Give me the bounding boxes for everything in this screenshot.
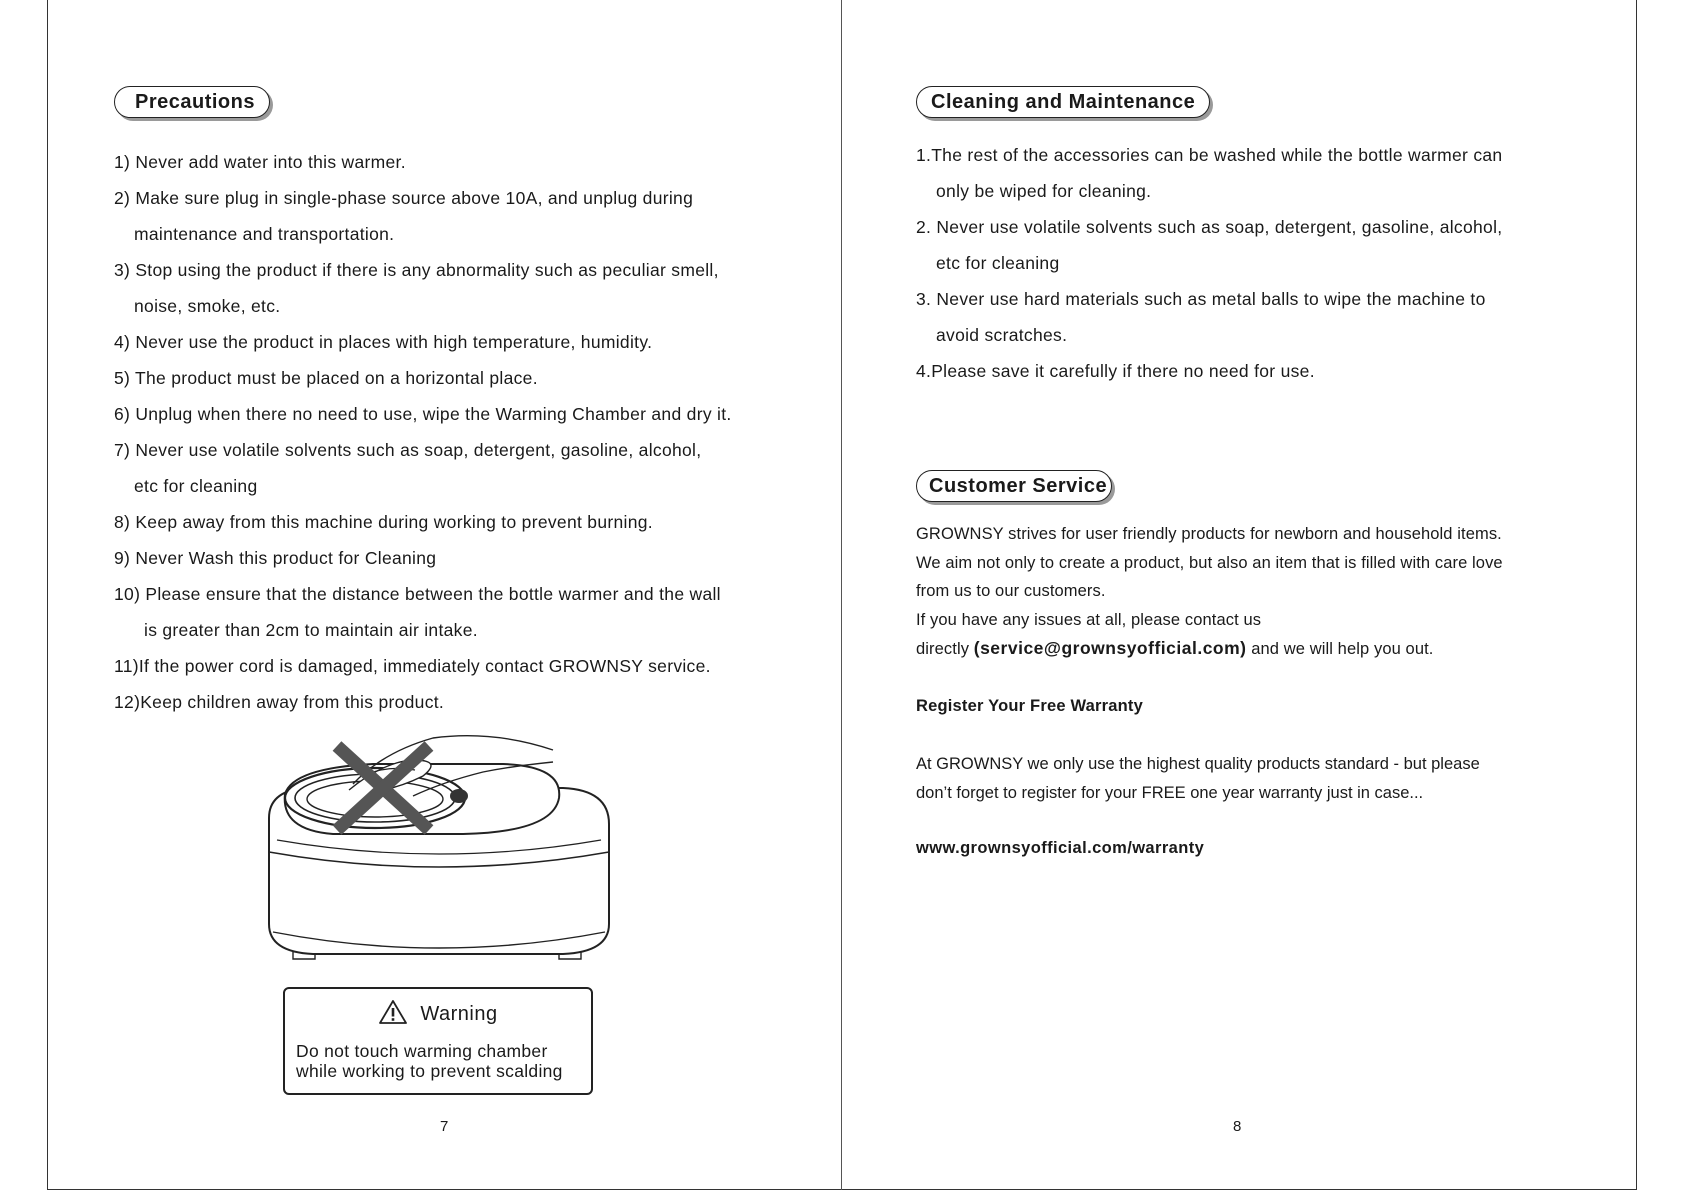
list-item: 5) The product must be placed on a horizontal place. (114, 368, 538, 388)
list-item: 3) Stop using the product if there is any abnormality such as peculiar smell, noise, smoke, etc. (114, 260, 719, 316)
page-8 (916, 0, 1576, 1190)
page-number-right: 8 (1233, 1118, 1242, 1135)
precautions-heading: Precautions (114, 86, 270, 118)
list-item: 1.The rest of the accessories can be washed while the bottle warmer can only be wiped for cleaning. (916, 145, 1503, 201)
service-email: (service@grownsyofficial.com) (973, 638, 1247, 659)
cleaning-list (916, 137, 1596, 389)
warning-text: Do not touch warming chamber while working to prevent scalding (296, 1041, 563, 1081)
list-item: 8) Keep away from this machine during working to prevent burning. (114, 512, 653, 532)
warning-box (283, 987, 593, 1095)
warning-triangle-icon (378, 999, 408, 1025)
page-fold-line (841, 0, 842, 1190)
bottle-warmer-illustration (263, 732, 623, 968)
precautions-list (114, 144, 794, 720)
list-item: 1) Never add water into this warmer. (114, 152, 406, 172)
list-item: 10) Please ensure that the distance between the bottle warmer and the wall is greater than 2cm to maintain air intake. (114, 584, 721, 640)
warning-title: Warning (285, 999, 591, 1026)
list-item: 2. Never use volatile solvents such as soap, detergent, gasoline, alcohol, etc for cleaning (916, 217, 1503, 273)
list-item: 4.Please save it carefully if there no need for use. (916, 361, 1315, 381)
list-item: 4) Never use the product in places with high temperature, humidity. (114, 332, 653, 352)
list-item: 6) Unplug when there no need to use, wipe the Warming Chamber and dry it. (114, 404, 732, 424)
list-item: 12)Keep children away from this product. (114, 692, 445, 712)
list-item: 11)If the power cord is damaged, immediately contact GROWNSY service. (114, 656, 711, 676)
list-item: 3. Never use hard materials such as metal balls to wipe the machine to avoid scratches. (916, 289, 1486, 345)
list-item: 2) Make sure plug in single-phase source above 10A, and unplug during maintenance and transportation. (114, 188, 694, 244)
warranty-text: At GROWNSY we only use the highest quality products standard - but please don’t forget to register for your FREE one year warranty just in case... (916, 755, 1480, 802)
customer-service-heading: Customer Service (916, 470, 1112, 502)
warranty-heading: Register Your Free Warranty (916, 697, 1143, 715)
list-item: 7) Never use volatile solvents such as soap, detergent, gasoline, alcohol, etc for cleaning (114, 440, 702, 496)
list-item: 9) Never Wash this product for Cleaning (114, 548, 437, 568)
page-number-left: 7 (440, 1118, 449, 1135)
warranty-url: www.grownsyofficial.com/warranty (916, 839, 1205, 857)
customer-service-text: GROWNSY strives for user friendly products for newborn and household items. We aim not only to create a product, but also an item that is filled with care love from us to our customers. If you have any issues at all, please contact us directly (service@grownsyofficial.com) and we will help you out. (916, 525, 1503, 659)
cleaning-heading: Cleaning and Maintenance (916, 86, 1210, 118)
